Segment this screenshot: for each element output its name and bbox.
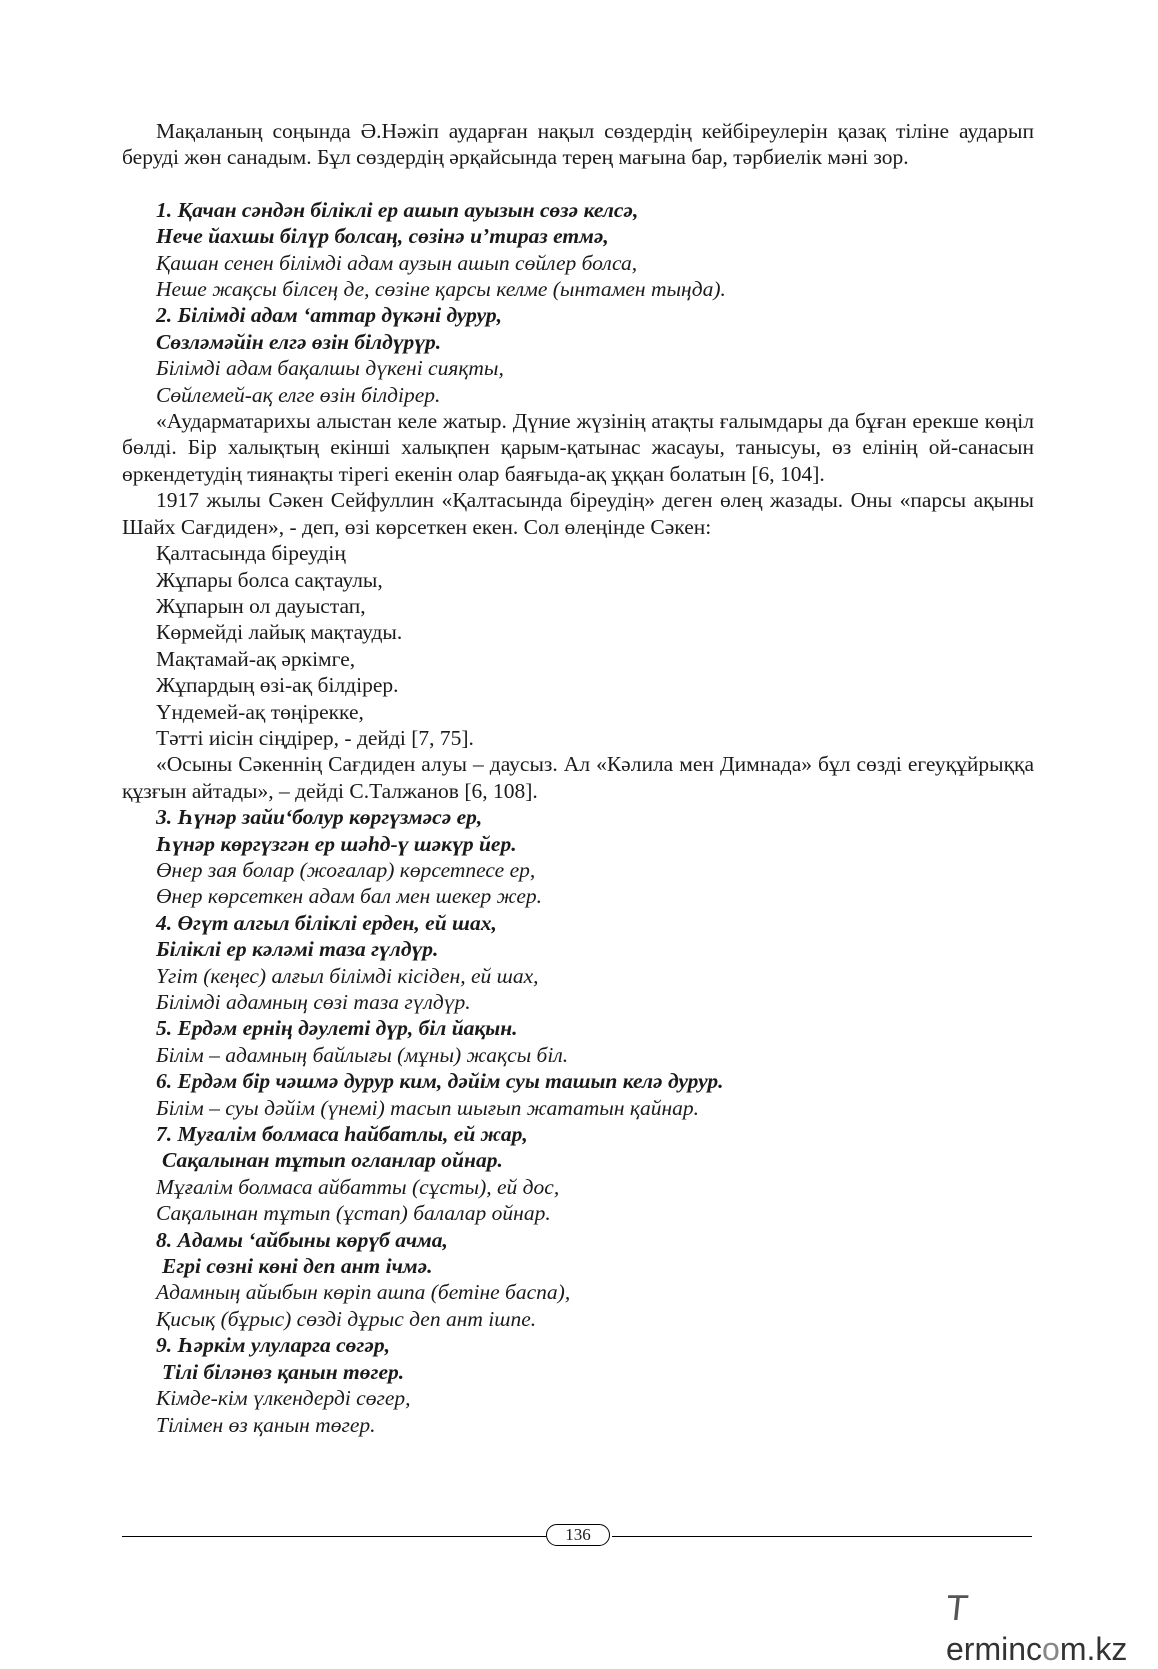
poem xyxy=(122,540,1034,751)
seifullin-paragraph: 1917 жылы Сәкен Сейфуллин «Қалтасында біреудің» деген өлең жазады. Оны «парсы ақыны Шайх Сағдиден», - деп, өзі көрсеткен екен. Сол өлеңінде Сәкен: xyxy=(122,488,1034,539)
poem-line: Көрмейді лайық мақтауды. xyxy=(156,620,403,645)
poem-line: Қалтасында біреудің xyxy=(156,541,346,566)
saying-line: 4. Өгүт алгыл біліклі ерден, ей шах, xyxy=(156,910,497,935)
saying-line: Білімді адамның сөзі таза гүлдүр. xyxy=(156,990,471,1014)
saying-line: Мұғалім болмаса айбатты (сұсты), ей дос, xyxy=(156,1174,560,1199)
intro-paragraph: Мақаланың соңында Ә.Нәжіп аударған нақыл сөздердің кейбіреулерін қазақ тіліне аударып беруді жөн санадым. Бұл сөздердің әрқайсында терең мағына бар, тәрбиелік мәні зор. xyxy=(122,119,1034,170)
logo-text-1: erminc xyxy=(946,1631,1043,1667)
saying-line: Өнер зая болар (жоғалар) көрсетпесе ер, xyxy=(156,857,536,882)
document-body xyxy=(122,118,1034,1438)
termincom-watermark-logo xyxy=(943,1587,1146,1667)
poem-line: Мақтамай-ақ әркімге, xyxy=(156,646,356,671)
saying-line: Білім – адамның байлығы (мұны) жақсы біл. xyxy=(156,1042,569,1067)
footer-rule-right xyxy=(612,1536,1032,1537)
saying-line: 9. Һәркім улуларга сөгәр, xyxy=(156,1333,391,1358)
saying-line: Қашан сенен білімді адам аузын ашып сөйлер болса, xyxy=(156,250,638,275)
logo-text-2: m.kz xyxy=(1059,1631,1128,1667)
saying-line: Білімді адам бақалшы дүкені сияқты, xyxy=(156,356,504,381)
saying-line: Қисық (бұрыс) сөзді дұрыс деп ант ішпе. xyxy=(156,1306,537,1331)
saying-line: Сөйлемей-ақ елге өзін білдірер. xyxy=(156,382,441,407)
saying-line: 5. Ердәм ернің дәулеті дүр, біл йақын. xyxy=(156,1016,518,1041)
saying-line: Білім – суы дәйім (үнемі) тасып шығып жататын қайнар. xyxy=(156,1095,700,1120)
sayings-list-1 xyxy=(122,197,1034,408)
footer-rule-left xyxy=(122,1536,546,1537)
page-number: 136 xyxy=(546,1524,610,1546)
saying-line: 2. Білімді адам ‘аттар дүкәні дурур, xyxy=(156,303,503,328)
sayings-list-2 xyxy=(122,804,1034,1438)
saying-line: Сақалынан тұтып огланлар ойнар. xyxy=(162,1148,503,1173)
saying-line: Адамның айыбын көріп ашпа (бетіне баспа), xyxy=(156,1280,571,1305)
poem-line: Жұпардың өзі-ақ білдірер. xyxy=(156,673,399,698)
saying-line: Тілі біләнөз қанын төгер. xyxy=(162,1359,405,1384)
saying-line: 3. Һүнәр зайи‘болур көргүзмәсә ер, xyxy=(156,805,483,830)
poem-line: Үндемей-ақ төңірекке, xyxy=(156,699,364,724)
saying-line: Кімде-кім үлкендерді сөгер, xyxy=(156,1386,411,1411)
saying-line: Егрі сөзні көні деп ант ічмә. xyxy=(162,1254,433,1279)
saying-line: 7. Муғалім болмаса һайбатлы, ей жар, xyxy=(156,1122,528,1147)
saying-line: Өнер көрсеткен адам бал мен шекер жер. xyxy=(156,884,543,909)
saying-line: Нече йахшы білүр болсаң, сөзінә и’тираз етмә, xyxy=(156,224,609,249)
saying-line: Үгіт (кеңес) алғыл білімді кісіден, ей шах, xyxy=(156,963,539,988)
saying-line: Һүнәр көргүзгән ер шәһд-ү шәкүр йер. xyxy=(156,831,517,856)
logo-t-glyph: T xyxy=(943,1587,971,1628)
saying-line: 1. Қачан сәндән біліклі ер ашып ауызын сөзә келсә, xyxy=(156,197,639,222)
talzhanov-paragraph: «Осыны Сәкеннің Сағдиден алуы – даусыз. Ал «Кәлила мен Димнада» бұл сөзді егеуқұйрыққа құзғын айтады», – дейді С.Талжанов [6, 108]. xyxy=(122,752,1034,803)
spacer xyxy=(122,171,1034,197)
history-paragraph: «Аударматарихы алыстан келе жатыр. Дүние жүзінің атақты ғалымдары да бұған ерекше көңіл бөлді. Бір халықтың екінші халықпен қарым-қатынас жасауы, танысуы, өз елінің ой-санасын өркендетудің тиянақты тірегі екенін олар баяғыда-ақ ұққан болатын [6, 104]. xyxy=(122,409,1034,486)
saying-line: Тілімен өз қанын төгер. xyxy=(156,1412,376,1437)
saying-line: Сөзләмәйін елгә өзін білдүрүр. xyxy=(156,329,442,354)
saying-line: 8. Адамы ‘айбыны көрүб ачма, xyxy=(156,1227,448,1252)
saying-line: 6. Ердәм бір чәшмә дурур ким, дәйім суы ташып келә дурур. xyxy=(156,1069,724,1094)
saying-line: Неше жақсы білсең де, сөзіне қарсы келме (ынтамен тыңда). xyxy=(156,277,726,302)
logo-o-glyph: о xyxy=(1042,1631,1060,1667)
poem-line: Тәтті иісін сіңдірер, - дейді [7, 75]. xyxy=(156,725,474,750)
saying-line: Біліклі ер кәләмі таза гүлдүр. xyxy=(156,937,439,962)
poem-line: Жұпарын ол дауыстап, xyxy=(156,593,366,618)
saying-line: Сақалынан тұтып (ұстап) балалар ойнар. xyxy=(156,1201,551,1226)
poem-line: Жұпары болса сақтаулы, xyxy=(156,567,383,592)
